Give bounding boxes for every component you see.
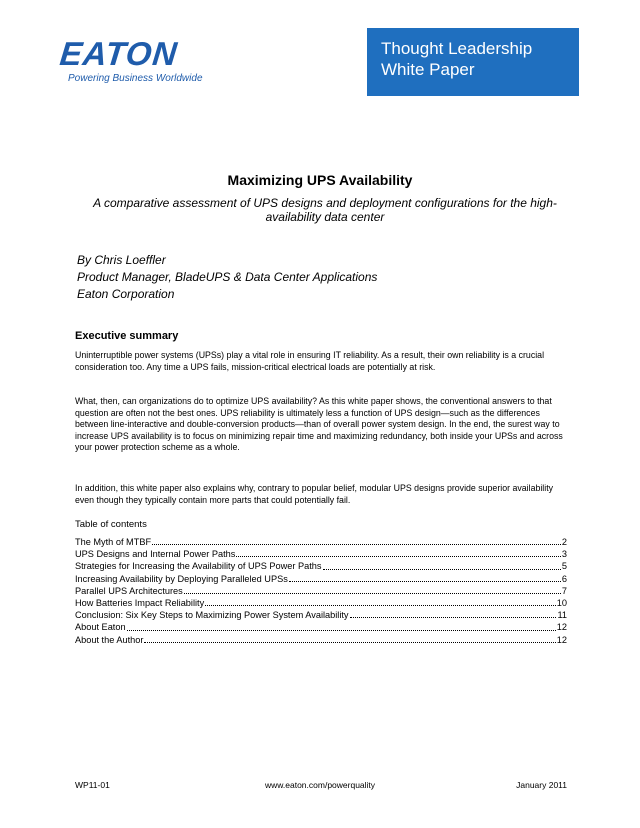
footer-url[interactable]: www.eaton.com/powerquality [264,780,376,790]
author-role: Product Manager, BladeUPS & Data Center Applications [77,270,378,284]
toc-row[interactable] [75,536,567,548]
toc-row[interactable] [75,573,567,585]
toc-row[interactable] [75,597,567,609]
author-company: Eaton Corporation [77,287,175,301]
toc-leader [127,621,556,630]
toc-heading: Table of contents [75,519,147,530]
toc-page-number: 12 [556,622,567,633]
document-subtitle: A comparative assessment of UPS designs and deployment configurations for the high-availability data center [93,196,557,224]
toc-page-number: 6 [561,573,567,584]
toc-label: About the Author [75,634,144,645]
toc-label: UPS Designs and Internal Power Paths [75,549,236,560]
author-block [77,252,377,303]
toc-leader [350,609,557,618]
toc-page-number: 12 [556,634,567,645]
toc-label: How Batteries Impact Reliability [75,598,205,609]
toc-label: About Eaton [75,622,126,633]
toc-page-number: 2 [561,537,567,547]
summary-paragraph-1: Uninterruptible power systems (UPSs) play a vital role in ensuring IT reliability. As a result, their own reliability is a crucial consideration too. Any time a UPS fails, mission-critical electrical loads are potentially at risk. [75,350,545,372]
toc-leader [205,597,556,606]
toc-page-number: 5 [561,561,567,572]
toc-page-number: 11 [557,610,567,621]
banner-line-1: Thought Leadership [381,39,533,58]
logo-wordmark: EATON [58,35,180,72]
toc-page-number: 10 [556,598,567,609]
thought-leadership-banner [367,28,579,96]
toc-row[interactable] [75,585,567,597]
toc-leader [289,573,561,582]
toc-leader [184,585,561,594]
toc-page-number: 3 [561,549,567,560]
author-name: By Chris Loeffler [77,253,166,267]
summary-paragraph-2: What, then, can organizations do to optimize UPS availability? As this white paper shows, the conventional answers to that question are often not the best ones. UPS reliability is ultimately less a function of UPS design—such as the differences between line-interactive and double-conversion products—than of overall power system design. In the end, the surest way to increase UPS availability is to focus on minimizing repair time and maximizing redundancy, both inside your UPSs and across your power protection scheme as a whole. [75,396,563,453]
toc-leader [323,560,561,569]
toc-label: Strategies for Increasing the Availability of UPS Power Paths [75,561,322,572]
toc-label: The Myth of MTBF [75,537,152,547]
toc-row[interactable] [75,634,567,646]
footer-doc-code: WP11-01 [75,780,110,790]
footer-date: January 2011 [516,780,567,790]
logo-tagline: Powering Business Worldwide [68,73,203,84]
toc-leader [144,634,555,643]
banner-line-2: White Paper [381,60,475,79]
executive-summary-heading: Executive summary [75,330,179,342]
toc-page-number: 7 [561,585,567,596]
eaton-logo [58,35,203,84]
toc-label: Increasing Availability by Deploying Paralleled UPSs [75,573,288,584]
summary-paragraph-3: In addition, this white paper also explains why, contrary to popular belief, modular UPS designs provide superior availability even though they typically contain more parts that could potentially fail. [75,483,554,505]
toc-label: Conclusion: Six Key Steps to Maximizing Power System Availability [75,610,349,621]
document-title: Maximizing UPS Availability [227,172,413,188]
table-of-contents [75,536,567,646]
toc-leader [152,536,561,545]
toc-row[interactable] [75,548,567,560]
toc-row[interactable] [75,609,567,621]
toc-leader [236,548,561,557]
toc-row[interactable] [75,560,567,572]
toc-row[interactable] [75,621,567,633]
toc-label: Parallel UPS Architectures [75,585,183,596]
